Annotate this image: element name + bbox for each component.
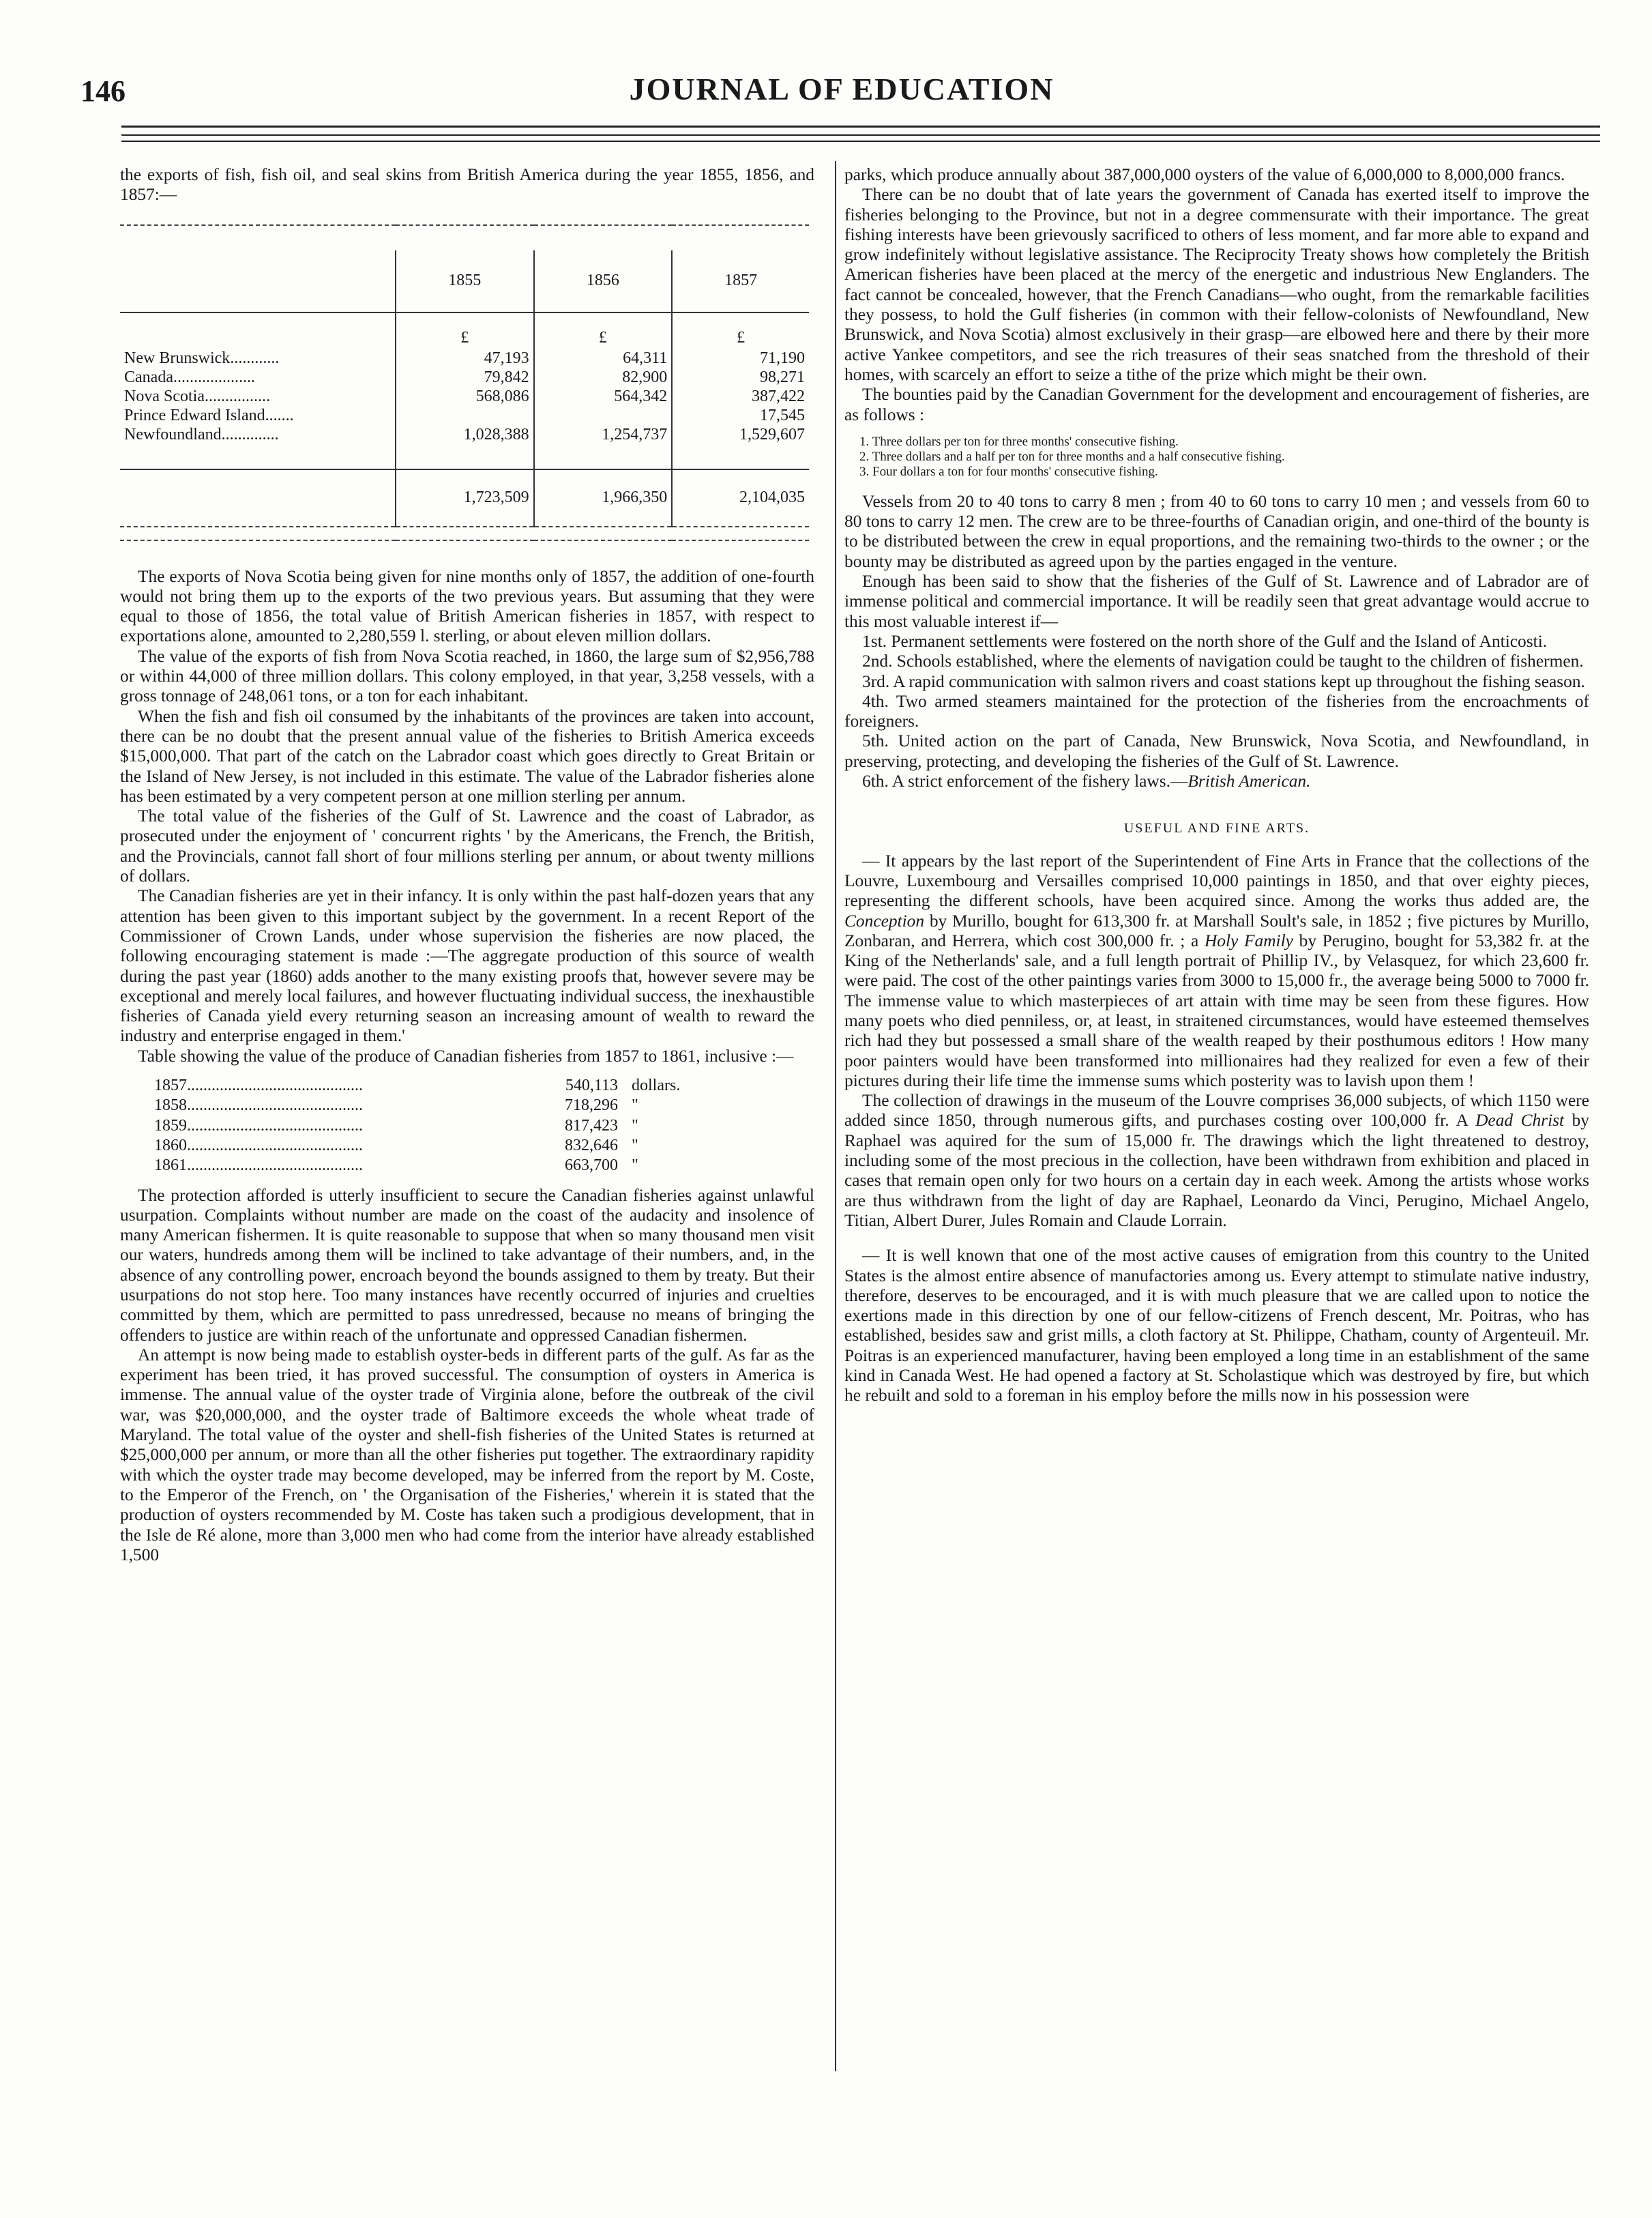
numbered-point — [844, 772, 1589, 791]
produce-value: 663,700 — [565, 1156, 618, 1175]
paragraph: The exports of Nova Scotia being given for nine months only of 1857, the addition of one-fourth would not bring them up to the exports of the two previous years. But assuming that they were equal to those of 1856, the total value of British American fisheries in 1857, with respect to exportations alone, amounted to 2,280,559 l. sterling, or about eleven million dollars. — [120, 566, 814, 646]
table-row — [120, 425, 809, 444]
paragraph: Enough has been said to show that the fisheries of the Gulf of St. Lawrence and of Labrador are of immense political and commercial importance. It will be readily seen that great advantage would accrue to this most valuable interest if— — [844, 572, 1589, 631]
year-header: 1855 — [396, 250, 534, 312]
value-cell: 98,271 — [672, 368, 809, 387]
paragraph: Vessels from 20 to 40 tons to carry 8 men ; from 40 to 60 tons to carry 10 men ; and vessels from 60 to 80 tons to carry 12 men. The crew are to be three-fourths of Canadian origin, and one-third of the bounty is to be distributed between the crew in equal proportions, and the remaining two-thirds to the owner ; or the bounty may be distributed as agreed upon by the parties engaged in the venture. — [844, 491, 1589, 571]
table-spacer — [120, 444, 809, 469]
paragraph: The bounties paid by the Canadian Government for the development and encouragement of fisheries, are as follows : — [844, 385, 1589, 424]
text-run: by Raphael was aquired for the sum of 15,000 fr. The drawings which the light threatened to destroy, including some of the most precious in the collection, have been withdrawn from exhibition and placed in cases that remain open only for two hours on a certain day in each week. Among the artists whose works are thus withdrawn from the light of day are Raphael, Leonardo da Vinci, Perugino, Michael Angelo, Titian, Albert Durer, Jules Romain and Claude Lorrain. — [844, 1111, 1589, 1230]
total-cell: 1,966,350 — [534, 469, 673, 527]
paragraph: The Canadian fisheries are yet in their infancy. It is only within the past half-dozen years that any attention has been given to this important subject by the government. In a recent Report of the Commissioner of Crown Lands, under whose supervision the fisheries are now placed, the following encouraging statement is made :—The aggregate production of this source of wealth during the past year (1860) adds another to the many existing proofs that, however severe may be exceptional and merely local failures, and however fluctuating individual success, the inexhaustible fisheries of Canada yield every returning season an increasing amount of wealth to reward the industry and enterprise engaged in them.' — [120, 886, 814, 1046]
dot-leader: ................ — [204, 387, 270, 405]
produce-year: 1861 — [154, 1156, 187, 1175]
bounty-list — [844, 435, 1589, 480]
value-cell: 71,190 — [672, 349, 809, 368]
numbered-point: 4th. Two armed steamers maintained for the protection of the fisheries from the encroachments of foreigners. — [844, 691, 1589, 731]
dot-leader: .................... — [173, 368, 255, 386]
paragraph: The total value of the fisheries of the Gulf of St. Lawrence and the coast of Labrador, as prosecuted under the enjoyment of ' concurrent rights ' by the Americans, the French, the British, and the Provincials, cannot fall short of four millions sterling per annum, or about twenty millions of dollars. — [120, 806, 814, 886]
table-row — [120, 387, 809, 406]
paragraph: — It is well known that one of the most active causes of emigration from this country to the United States is the almost entire absence of manufactories among us. Every attempt to stimulate native industry, therefore, deserves to be encouraged, and it is with much pleasure that we are called upon to notice the exertions made in this direction by one of our fellow-citizens of French descent, Mr. Poitras, who has established, besides saw and grist mills, a cloth factory at St. Philippe, Chatham, county of Argenteuil. Mr. Poitras is an experienced manufacturer, having been employed a long time in an establishment of the same kind in Canada West. He had opened a factory at St. Scholastique which was destroyed by fire, but which he rebuilt and sold to a foreman in his employ before the mills now in his possession were — [844, 1246, 1589, 1405]
total-cell: 2,104,035 — [672, 469, 809, 527]
text-run: by Murillo, bought for 613,300 fr. at Marshall Soult's sale, in 1852 ; five pictures by Murillo, Zonbaran, and Herrera, which cost 300,000 fr. ; a — [844, 911, 1589, 950]
value-cell: 568,086 — [396, 387, 534, 406]
currency-symbol: £ — [534, 312, 673, 349]
province-name: Nova Scotia — [124, 387, 205, 405]
produce-value: 540,113 — [565, 1077, 618, 1095]
paragraph: An attempt is now being made to establish oyster-beds in different parts of the gulf. As far as the experiment has been tried, it has proved successful. The consumption of oysters in America is immense. The annual value of the oyster trade of Virginia alone, before the outbreak of the civil war, was $20,000,000, and the oyster trade of Baltimore exceeds the whole wheat trade of Maryland. The total value of the oyster and shell-fish fisheries of the United States is returned at $25,000,000 per annum, or more than all the other fisheries put together. The extraordinary rapidity with which the oyster trade may become developed, may be inferred from the report by M. Coste, to the Emperor of the French, on ' the Organisation of the Fisheries,' wherein it is stated that the production of oysters recommended by M. Coste has taken such a prodigious development, that in the Isle de Ré alone, more than 3,000 men who had come from the interior have already established 1,500 — [120, 1345, 814, 1564]
source-attribution: British American. — [1188, 772, 1311, 791]
produce-row — [154, 1076, 727, 1096]
value-cell: 82,900 — [534, 368, 673, 387]
paragraph: There can be no doubt that of late years the government of Canada has exerted itself to improve the fisheries belonging to the Province, but not in a degree commensurate with their importance. The great fishing interests have been grievously sacrificed to others of less moment, and far more able to expand and grow indefinitely without legislative assistance. The Reciprocity Treaty shows how completely the British American fisheries have been placed at the mercy of the energetic and industrious New Englanders. The fact cannot be concealed, however, that the French Canadians—who ought, from the remarkable facilities they possess, to hold the Gulf fisheries (in common with their fellow-colonists of Newfoundland, New Brunswick, and Nova Scotia) almost exclusively in their grasp—are elbowed here and there by their more active Yankee competitors, and see the rich treasures of their seas snatched from the threshold of their homes, with scarcely an effort to seize a tithe of the prize which might be their own. — [844, 185, 1589, 384]
value-cell — [534, 406, 673, 425]
produce-unit: dollars. — [632, 1077, 681, 1095]
province-name: New Brunswick — [124, 349, 231, 367]
produce-table — [154, 1076, 727, 1176]
text-run: — It appears by the last report of the Superintendent of Fine Arts in France that the collections of the Louvre, Luxembourg and Versailles comprised 10,000 paintings in 1850, and that over eighty pieces, representing the different schools, have been acquired since. Among the works thus added are, the — [844, 851, 1589, 911]
value-cell: 1,529,607 — [672, 425, 809, 444]
table-bottom-rule — [120, 527, 809, 540]
exports-table — [120, 224, 809, 541]
paragraph — [844, 1091, 1589, 1231]
header-double-rule — [121, 126, 1600, 136]
value-cell: 64,311 — [534, 349, 673, 368]
value-cell: 79,842 — [396, 368, 534, 387]
value-cell: 47,193 — [396, 349, 534, 368]
numbered-point: 3rd. A rapid communication with salmon rivers and coast stations kept up throughout the fishing season. — [862, 671, 1585, 691]
list-item: 1. Three dollars per ton for three months' consecutive fishing. — [859, 434, 1179, 449]
artwork-title: Holy Family — [1204, 931, 1293, 950]
table-row — [120, 368, 809, 387]
artwork-title: Conception — [844, 911, 925, 931]
year-header: 1856 — [534, 250, 673, 312]
paragraph: parks, which produce annually about 387,000,000 oysters of the value of 6,000,000 to 8,000,000 francs. — [844, 165, 1565, 184]
produce-value: 817,423 — [565, 1116, 618, 1135]
journal-title: JOURNAL OF EDUCATION — [629, 72, 1054, 106]
produce-year: 1859 — [154, 1116, 187, 1135]
dot-leader: ........................................... — [187, 1156, 363, 1175]
value-cell: 564,342 — [534, 387, 673, 406]
total-cell: 1,723,509 — [396, 469, 534, 527]
column-divider — [835, 161, 836, 2071]
dot-leader: ........................................... — [187, 1116, 363, 1135]
list-item: 3. Four dollars a ton for four months' consecutive fishing. — [859, 464, 1158, 479]
table-header-row — [120, 250, 809, 312]
left-column — [120, 165, 814, 1565]
value-cell: 387,422 — [672, 387, 809, 406]
produce-row — [154, 1156, 727, 1176]
section-heading: USEFUL AND FINE ARTS. — [1123, 821, 1310, 836]
currency-symbol: £ — [672, 312, 809, 349]
currency-row — [120, 312, 809, 349]
page-number: 146 — [80, 74, 126, 108]
produce-year: 1860 — [154, 1136, 187, 1154]
totals-row — [120, 469, 809, 527]
produce-row — [154, 1096, 727, 1115]
artwork-title: Dead Christ — [1475, 1111, 1565, 1130]
dot-leader: ........................................... — [187, 1136, 363, 1154]
table-row — [120, 406, 809, 425]
text-run: by Perugino, bought for 53,382 fr. at the King of the Netherlands' sale, and a full length portrait of Phillip IV., by Velasquez, for which 23,600 fr. were paid. The cost of the other paintings varies from 3000 to 15,000 fr., the average being 5000 to 7000 fr. The immense value to which masterpieces of art attain with time may be seen from these figures. How many poets who died penniless, or, at least, in straitened circumstances, would have esteemed themselves rich had they but possessed a small share of the wealth reaped by their posthumous editors ! How many poor painters would have been transformed into millionaires had they realized for even a few of their pictures during their life time the immense sums which posterity was to lavish upon them ! — [844, 931, 1589, 1090]
dot-leader: ............ — [230, 349, 280, 367]
produce-row — [154, 1116, 727, 1136]
dot-leader: .............. — [221, 425, 279, 443]
value-cell: 17,545 — [672, 406, 809, 425]
province-name: Newfoundland — [124, 425, 222, 443]
dot-leader: ....... — [265, 406, 294, 424]
paragraph: Table showing the value of the produce of Canadian fisheries from 1857 to 1861, inclusive :— — [138, 1046, 794, 1066]
produce-value: 718,296 — [565, 1096, 618, 1115]
table-row — [120, 349, 809, 368]
paragraph: The value of the exports of fish from Nova Scotia reached, in 1860, the large sum of $2,956,788 or within 44,000 of three million dollars. This colony employed, in that year, 3,258 vessels, with a gross tonnage of 248,061 tons, or a ton for each inhabitant. — [120, 646, 814, 706]
point-text: 6th. A strict enforcement of the fishery laws.— — [862, 772, 1188, 791]
page-header — [80, 68, 1603, 116]
value-cell: 1,028,388 — [396, 425, 534, 444]
text-run: The collection of drawings in the museum of the Louvre comprises 36,000 subjects, of which 1150 were added since 1850, through numerous gifts, and purchases costing over 100,000 fr. A — [844, 1091, 1589, 1130]
header-rule — [121, 141, 1600, 142]
produce-unit: " — [632, 1116, 638, 1135]
right-column — [844, 165, 1589, 1406]
produce-value: 832,646 — [565, 1136, 618, 1154]
paragraph — [844, 851, 1589, 1092]
numbered-point: 2nd. Schools established, where the elements of navigation could be taught to the children of fishermen. — [862, 652, 1584, 671]
year-header: 1857 — [672, 250, 809, 312]
province-name: Canada — [124, 368, 173, 386]
province-name: Prince Edward Island — [124, 406, 265, 424]
value-cell — [396, 406, 534, 425]
produce-unit: " — [632, 1156, 638, 1175]
table-top-rule — [120, 225, 809, 250]
dot-leader: ........................................... — [187, 1096, 363, 1115]
produce-year: 1857 — [154, 1077, 187, 1095]
numbered-point: 1st. Permanent settlements were fostered on the north shore of the Gulf and the Island of Anticosti. — [862, 631, 1548, 651]
list-item: 2. Three dollars and a half per ton for three months and a half consecutive fishing. — [859, 449, 1285, 464]
produce-unit: " — [632, 1136, 638, 1154]
dot-leader: ........................................... — [187, 1077, 363, 1095]
value-cell: 1,254,737 — [534, 425, 673, 444]
intro-paragraph: the exports of fish, fish oil, and seal skins from British America during the year 1855, 1856, and 1857:— — [120, 165, 814, 205]
produce-row — [154, 1136, 727, 1156]
produce-unit: " — [632, 1096, 638, 1115]
numbered-point: 5th. United action on the part of Canada, New Brunswick, Nova Scotia, and Newfoundland, in preserving, protecting, and developing the fisheries of the Gulf of St. Lawrence. — [844, 731, 1589, 771]
produce-year: 1858 — [154, 1096, 187, 1115]
paragraph: The protection afforded is utterly insufficient to secure the Canadian fisheries against unlawful usurpation. Complaints without number are made on the coast of the audacity and insolence of many American fishermen. It is quite reasonable to suppose that when so many thousand men visit our waters, hundreds among them will be inclined to take advantage of their numbers, and, in the absence of any controlling power, encroach beyond the bounds assigned to them by treaty. But their usurpations do not stop here. Too many instances have recently occurred of injuries and cruelties committed by them, which are permitted to pass unredressed, because no means of bringing the offenders to justice are within reach of the unfortunate and oppressed Canadian fishermen. — [120, 1185, 814, 1345]
currency-symbol: £ — [396, 312, 534, 349]
paragraph: When the fish and fish oil consumed by the inhabitants of the provinces are taken into account, there can be no doubt that the present annual value of the fisheries to British America exceeds $15,000,000. That part of the catch on the Labrador coast which goes directly to Great Britain or the Island of New Jersey, is not included in this estimate. The value of the Labrador fisheries alone has been estimated by a very competent person at one million sterling per annum. — [120, 706, 814, 806]
